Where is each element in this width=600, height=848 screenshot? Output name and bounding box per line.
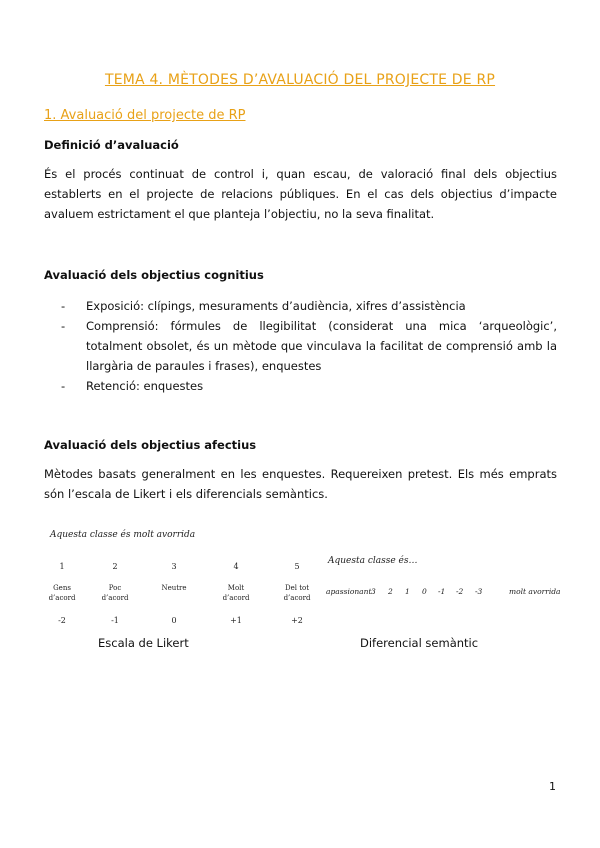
likert-statement: Aquesta classe és molt avorrida: [50, 530, 196, 540]
likert-score: 0: [171, 616, 177, 625]
semantic-right-pole: molt avorrida: [509, 587, 561, 596]
list-item: - Comprensió: fórmules de llegibilitat (considerat una mica ‘arqueològic’, totalment obsolet, és un mètode que vinculava la facilitat de comprensió amb la llargària de paraules i frases), enquestes: [44, 316, 557, 376]
semantic-scale-value: -2: [456, 587, 464, 596]
semantic-scale-value: 2: [388, 587, 393, 596]
semantic-scale-value: -3: [475, 587, 483, 596]
affective-paragraph: Mètodes basats generalment en les enquestes. Requereixen pretest. Els més emprats són l’escala de Likert i els diferencials semàntics.: [44, 467, 557, 501]
semantic-scale-value: 1: [405, 587, 410, 596]
affective-heading: Avaluació dels objectius afectius: [44, 438, 257, 452]
likert-number: 4: [233, 562, 239, 571]
likert-label: Del tot d’acord: [283, 584, 311, 602]
likert-score: -2: [58, 616, 66, 625]
semantic-statement: Aquesta classe és…: [328, 556, 418, 566]
list-item-text: Retenció: enquestes: [86, 379, 204, 393]
likert-caption: Escala de Likert: [98, 636, 189, 650]
likert-label: Neutre: [161, 584, 187, 592]
definition-paragraph: És el procés continuat de control i, quan escau, de valoració final dels objectius establerts en el projecte de relacions públiques. En el cas dels objectius d’impacte avaluem estrictament el que planteja l’objectiu, no la seva finalitat.: [44, 167, 557, 221]
document-title: TEMA 4. MÈTODES D’AVALUACIÓ DEL PROJECTE DE RP: [104, 72, 496, 88]
likert-number: 2: [112, 562, 118, 571]
likert-number: 1: [59, 562, 65, 571]
list-item-text: Comprensió: fórmules de llegibilitat (considerat una mica ‘arqueològic’, totalment obsolet, és un mètode que vinculava la facilitat de comprensió amb la llargària de paraules i frases), enquestes: [86, 319, 557, 373]
list-item: - Exposició: clípings, mesuraments d’audiència, xifres d’assistència: [44, 296, 557, 316]
section-heading: 1. Avaluació del projecte de RP: [44, 108, 246, 123]
cognitive-list: [44, 296, 557, 396]
likert-label: Molt d’acord: [222, 584, 250, 602]
likert-number: 5: [294, 562, 300, 571]
list-item-text: Exposició: clípings, mesuraments d’audiència, xifres d’assistència: [86, 299, 466, 313]
list-item: - Retenció: enquestes: [44, 376, 557, 396]
cognitive-heading: Avaluació dels objectius cognitius: [44, 268, 264, 282]
semantic-scale-value: -1: [438, 587, 446, 596]
semantic-differential-figure: [324, 552, 564, 612]
semantic-caption: Diferencial semàntic: [360, 636, 479, 650]
semantic-left-pole: apassionant: [326, 587, 372, 596]
likert-score: +2: [291, 616, 303, 625]
likert-score: -1: [111, 616, 119, 625]
page-number: 1: [549, 780, 556, 793]
likert-figure: [44, 524, 324, 634]
definition-heading: Definició d’avaluació: [44, 138, 179, 152]
likert-number: 3: [171, 562, 177, 571]
likert-label: Gens d’acord: [48, 584, 76, 602]
likert-label: Poc d’acord: [101, 584, 129, 602]
semantic-scale-value: 3: [371, 587, 376, 596]
semantic-scale-value: 0: [422, 587, 427, 596]
likert-score: +1: [230, 616, 242, 625]
